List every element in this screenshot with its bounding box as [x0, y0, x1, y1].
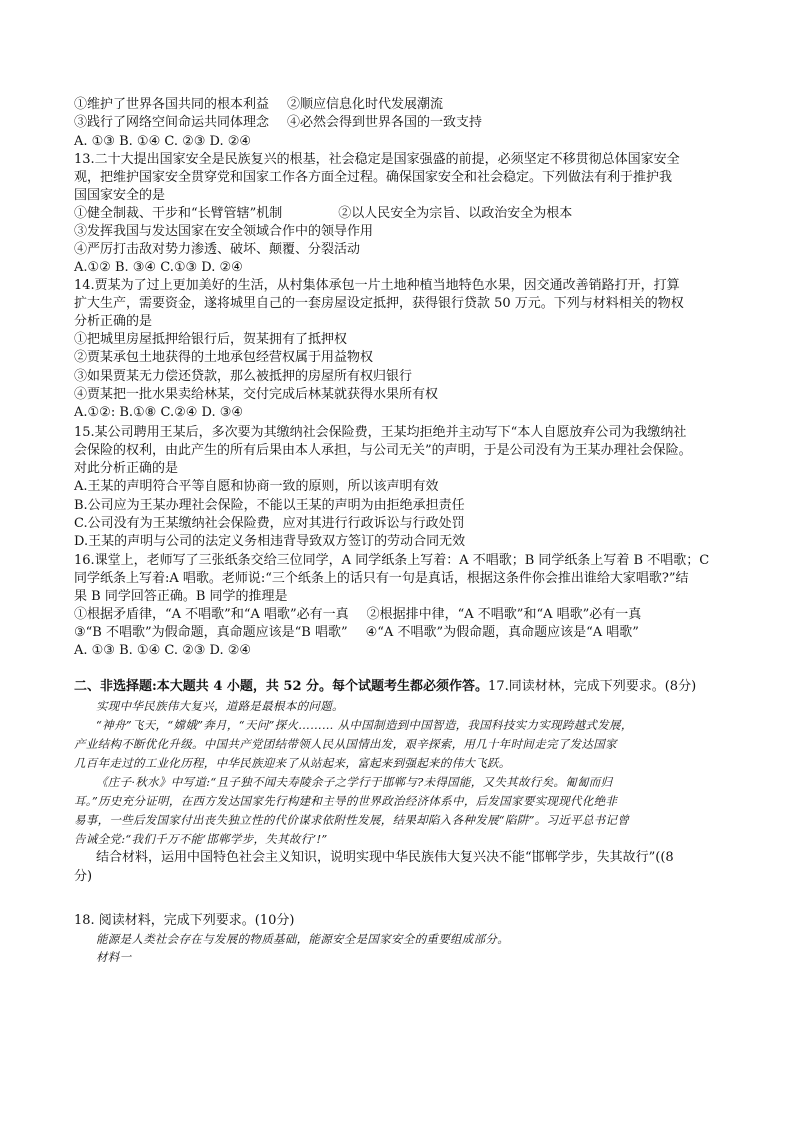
q15-option-a: A.王某的声明符合平等自愿和协商一致的原则，所以该声明有效: [74, 479, 439, 494]
q13-stem-line-1: 13.二十大提出国家安全是民族复兴的根基，社会稳定是国家强盛的前提，必须坚定不移贯彻总体国家安全: [74, 152, 680, 167]
q17-material-line-6: 耳。”历史充分证明，在西方发达国家先行构建和主导的世界政治经济体系中，后发国家要实现现代化绝非: [74, 794, 618, 808]
q17-material-line-1: 实现中华民族伟大复兴，道路是最根本的问题。: [96, 699, 344, 713]
q12-options-row-1: [74, 96, 443, 114]
q14-option-3: ③如果贾某无力偿还贷款，那么被抵押的房屋所有权归银行: [74, 369, 413, 384]
q12-option-3: ③践行了网络空间命运共同体理念: [74, 115, 270, 130]
q16-option-3: ③“B 不唱歌”为假命题，真命题应该是“B 唱歌”: [74, 625, 348, 640]
q12-option-2: ②顺应信息化时代发展潮流: [287, 97, 444, 112]
q13-option-4: ④严厉打击敌对势力渗透、破坏、颠覆、分裂活动: [74, 242, 361, 257]
q13-options-row-1: [74, 205, 572, 223]
q16-stem-line-3: 果 B 同学回答正确。B 同学的推理是: [74, 589, 288, 604]
q15-option-c: C.公司没有为王某缴纳社会保险费，应对其进行行政诉讼与行政处罚: [74, 516, 465, 531]
q15-stem-line-2: 会保险的权利，由此产生的所有后果由本人承担，与公司无关”的声明，于是公司没有为王某办理社会保险。: [74, 443, 692, 458]
q17-material-line-8: 告诫全党:“我们千万不能‘邯郸学步，失其故行’!”: [74, 832, 328, 846]
q17-material-line-5: 《庄子·秋水》中写道:“且子独不闻夫寿陵余子之学行于邯郸与?未得国能，又失其故行矣。匍匐而归: [96, 775, 613, 789]
q13-answers: A.①② B. ③④ C.①③ D. ②④: [74, 260, 243, 275]
q17-question-line-1: 结合材料，运用中国特色社会主义知识，说明实现中华民族伟大复兴决不能“邯郸学步，失其故行”((8: [96, 850, 674, 865]
q17-material-line-2: “神舟”飞天，“嫦娥”奔月，“天问”探火……… 从中国制造到中国智造，我国科技实力实现跨越式发展，: [96, 718, 633, 732]
q14-option-1: ①把城里房屋抵押给银行后，贺某拥有了抵押权: [74, 332, 348, 347]
q13-stem-line-2: 观，把维护国家安全贯穿党和国家工作各方面全过程。确保国家安全和社会稳定。下列做法有利于推护我: [74, 170, 673, 185]
q18-material-line-1: 能源是人类社会存在与发展的物质基础，能源安全是国家安全的重要组成部分。: [96, 932, 509, 946]
q14-stem-line-2: 扩大生产，需要资金，遂将城里自己的一套房屋设定抵押，获得银行贷款 50 万元。下列与材料相关的物权: [74, 296, 684, 311]
q17-question-line-2: 分): [74, 869, 93, 884]
q18-material-label: 材料一: [96, 950, 132, 964]
q13-stem-line-3: 国国家安全的是: [74, 188, 166, 203]
q14-option-2: ②贾某承包土地获得的土地承包经营权属于用益物权: [74, 350, 374, 365]
q18-heading: 18. 阅读材料，完成下列要求。(10分): [74, 913, 295, 928]
q15-stem-line-3: 对此分析正确的是: [74, 461, 179, 476]
q12-options-row-2: [74, 114, 482, 132]
q16-option-4: ④“A 不唱歌”为假命题，真命题应该是“A 唱歌”: [365, 625, 639, 640]
q14-stem-line-3: 分析正确的是: [74, 314, 153, 329]
q15-option-d: D.王某的声明与公司的法定义务相违背导致双方签订的劳动合同无效: [74, 534, 466, 549]
q14-stem-line-1: 14.贾某为了过上更加美好的生活，从村集体承包一片土地种植当地特色水果，因交通改善销路打开，打算: [74, 278, 680, 293]
q16-answers: A. ①③ B. ①④ C. ②③ D. ②④: [74, 643, 252, 658]
q16-option-2: ②根据排中律，“A 不唱歌”和“A 唱歌”必有一真: [366, 607, 642, 622]
q17-heading: 17.同读材林，完成下列要求。(8分): [488, 679, 697, 694]
q17-material-line-4: 几百年走过的工业化历程，中华民族迎来了从站起来，富起来到强起来的伟大飞跃。: [74, 756, 511, 770]
q16-option-1: ①根据矛盾律，“A 不唱歌”和“A 唱歌”必有一真: [74, 607, 349, 622]
q13-option-1: ①健全制裁、干步和“长臂管辖”机制: [74, 206, 283, 221]
section-2-header: [74, 678, 696, 696]
q17-material-line-3: 产业结构不断优化升级。中国共产党团结带领人民从国情出发，艰辛探索，用几十年时间走完了发达国家: [74, 737, 617, 751]
q16-stem-line-2: 同学纸条上写着:A 唱歌。老师说:“三个纸条上的话只有一句是真话，根据这条件你会推出谁给大家唱歌?”结: [74, 571, 689, 586]
q16-options-row-2: [74, 624, 639, 642]
q13-option-3: ③发挥我国与发达国家在安全领域合作中的领导作用: [74, 224, 374, 239]
q14-answers: A.①②: B.①⑧ C.②④ D. ③④: [74, 405, 244, 420]
q12-option-4: ④必然会得到世界各国的一致支持: [287, 115, 483, 130]
q15-stem-line-1: 15.某公司聘用王某后，多次要为其缴纳社会保险费，王某均拒绝并主动写下“本人自愿放弃公司为我缴纳社: [74, 425, 687, 440]
q15-option-b: B.公司应为王某办理社会保险，不能以王某的声明为由拒绝承担责任: [74, 498, 465, 513]
q16-stem-line-1: 16.课堂上，老师写了三张纸条交给三位同学，A 同学纸条上写着：A 不唱歌；B 同学纸条上写着 B 不唱歌；C: [74, 553, 710, 568]
q14-option-4: ④贾某把一批水果卖给林某，交付完成后林某就获得水果所有权: [74, 387, 439, 402]
q16-options-row-1: [74, 606, 641, 624]
q12-answers: A. ①③ B. ①④ C. ②③ D. ②④: [74, 134, 252, 149]
section-2-title: 二、非选择题:本大题共 4 小题，共 52 分。每个试题考生都必须作答。: [74, 679, 489, 694]
q17-material-line-7: 易事，一些后发国家付出丧失独立性的代价谋求依附性发展，结果却陷入各种发展“陷阱”。习近平总书记曾: [74, 813, 630, 827]
q12-option-1: ①维护了世界各国共同的根本利益: [74, 97, 270, 112]
q13-option-2: ②以人民安全为宗旨、以政治安全为根本: [338, 206, 573, 221]
